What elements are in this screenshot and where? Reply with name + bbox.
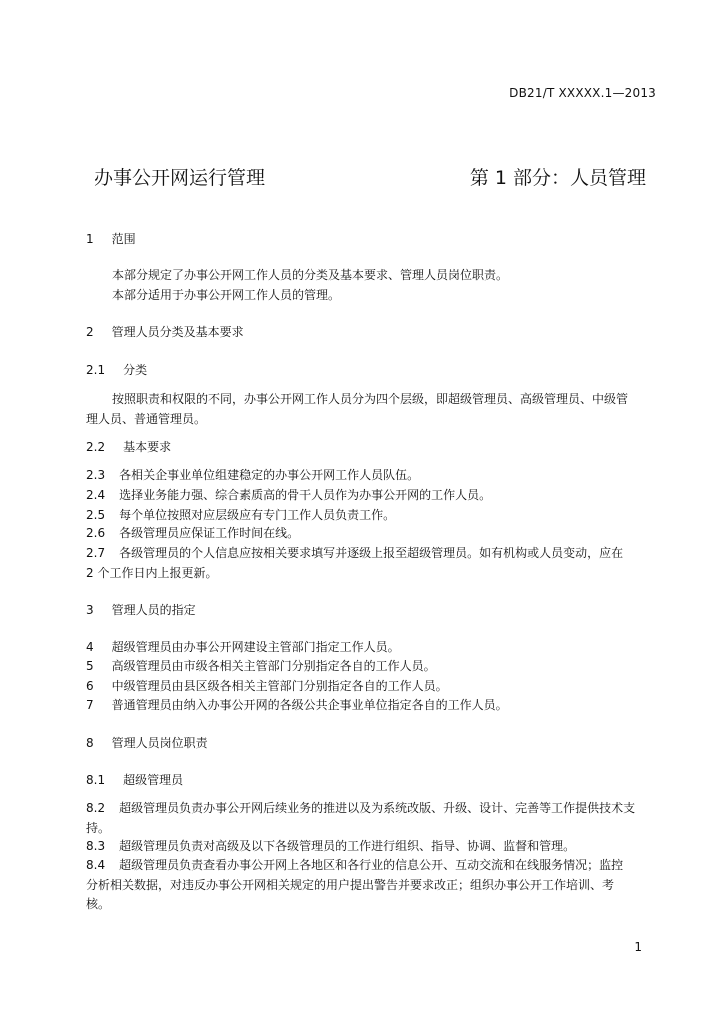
clause-number: 8.3: [86, 839, 106, 853]
clause-2-6: [86, 523, 658, 543]
section-title: 分类: [123, 363, 148, 377]
section-number: 8.1: [86, 773, 106, 787]
page-number: 1: [634, 940, 642, 954]
clause-text: 选择业务能力强、综合素质高的骨干人员作为办事公开网的工作人员。: [119, 488, 492, 502]
clause-text: 超级管理员负责办事公开网后续业务的推进以及为系统改版、升级、设计、完善等工作提供技术支: [119, 801, 636, 815]
clause-8-3: [86, 836, 658, 856]
section-2-1-heading: [86, 360, 658, 380]
clause-text: 各相关企事业单位组建稳定的办事公开网工作人员队伍。: [119, 468, 420, 482]
standard-code: DB21/T XXXXX.1—2013: [509, 86, 656, 100]
clause-2-7-continued: 2 个工作日内上报更新。: [86, 566, 218, 580]
section-number: 2.1: [86, 363, 106, 377]
section-number: 2: [86, 325, 94, 339]
clause-number: 2.7: [86, 546, 106, 560]
clause-2-5: [86, 505, 658, 525]
section-title: 超级管理员: [123, 773, 184, 787]
clause-number: 5: [86, 659, 94, 673]
clause-8-2: [86, 798, 658, 818]
clause-8-4: [86, 855, 658, 875]
part-title: 第 1 部分：人员管理: [469, 167, 646, 189]
clause-2-7: [86, 543, 658, 563]
clause-2-3: [86, 465, 658, 485]
section-title: 管理人员的指定: [111, 603, 196, 617]
clause-8-4-continued: 分析相关数据，对违反办事公开网相关规定的用户提出警告并要求改正；组织办事公开工作培训、考: [86, 878, 615, 892]
clause-text: 中级管理员由县区级各相关主管部门分别指定各自的工作人员。: [111, 679, 448, 693]
section-3-heading: [86, 600, 658, 620]
clause-number: 4: [86, 640, 94, 654]
clause-number: 2.6: [86, 526, 106, 540]
clause-number: 8.4: [86, 858, 106, 872]
clause-number: 8.2: [86, 801, 106, 815]
clause-number: 7: [86, 698, 94, 712]
clause-8-4-continued: 核。: [86, 897, 111, 911]
section-2-heading: [86, 322, 658, 342]
section-title: 管理人员岗位职责: [111, 736, 208, 750]
paragraph: 理人员、普通管理员。: [86, 412, 207, 426]
clause-text: 超级管理员负责查看办事公开网上各地区和各行业的信息公开、互动交流和在线服务情况；监控: [119, 858, 624, 872]
clause-text: 各级管理员应保证工作时间在线。: [119, 526, 300, 540]
clause-2-4: [86, 485, 658, 505]
clause-5: [86, 656, 658, 676]
section-title: 管理人员分类及基本要求: [111, 325, 244, 339]
section-2-2-heading: [86, 437, 658, 457]
clause-text: 高级管理员由市级各相关主管部门分别指定各自的工作人员。: [111, 659, 436, 673]
clause-4: [86, 637, 658, 657]
clause-text: 普通管理员由纳入办事公开网的各级公共企事业单位指定各自的工作人员。: [111, 698, 508, 712]
clause-number: 6: [86, 679, 94, 693]
clause-text: 超级管理员负责对高级及以下各级管理员的工作进行组织、指导、协调、监督和管理。: [119, 839, 576, 853]
clause-text: 各级管理员的个人信息应按相关要求填写并逐级上报至超级管理员。如有机构或人员变动，应在: [119, 546, 624, 560]
paragraph: 本部分规定了办事公开网工作人员的分类及基本要求、管理人员岗位职责。: [112, 268, 509, 282]
clause-number: 2.4: [86, 488, 106, 502]
clause-text: 超级管理员由办事公开网建设主管部门指定工作人员。: [111, 640, 400, 654]
clause-text: 每个单位按照对应层级应有专门工作人员负责工作。: [119, 508, 396, 522]
clause-8-2-continued: 持。: [86, 821, 111, 835]
clause-number: 2.3: [86, 468, 106, 482]
section-8-1-heading: [86, 770, 658, 790]
paragraph: 按照职责和权限的不同，办事公开网工作人员分为四个层级，即超级管理员、高级管理员、中级管: [112, 392, 629, 406]
clause-6: [86, 676, 658, 696]
section-title: 基本要求: [123, 440, 172, 454]
section-number: 3: [86, 603, 94, 617]
clause-7: [86, 695, 658, 715]
section-8-heading: [86, 733, 658, 753]
section-number: 2.2: [86, 440, 106, 454]
clause-number: 2.5: [86, 508, 106, 522]
section-title: 范围: [111, 232, 136, 246]
document-title: 办事公开网运行管理: [94, 167, 266, 189]
section-number: 1: [86, 232, 94, 246]
section-1-heading: [86, 229, 658, 249]
section-number: 8: [86, 736, 94, 750]
paragraph: 本部分适用于办事公开网工作人员的管理。: [112, 288, 341, 302]
